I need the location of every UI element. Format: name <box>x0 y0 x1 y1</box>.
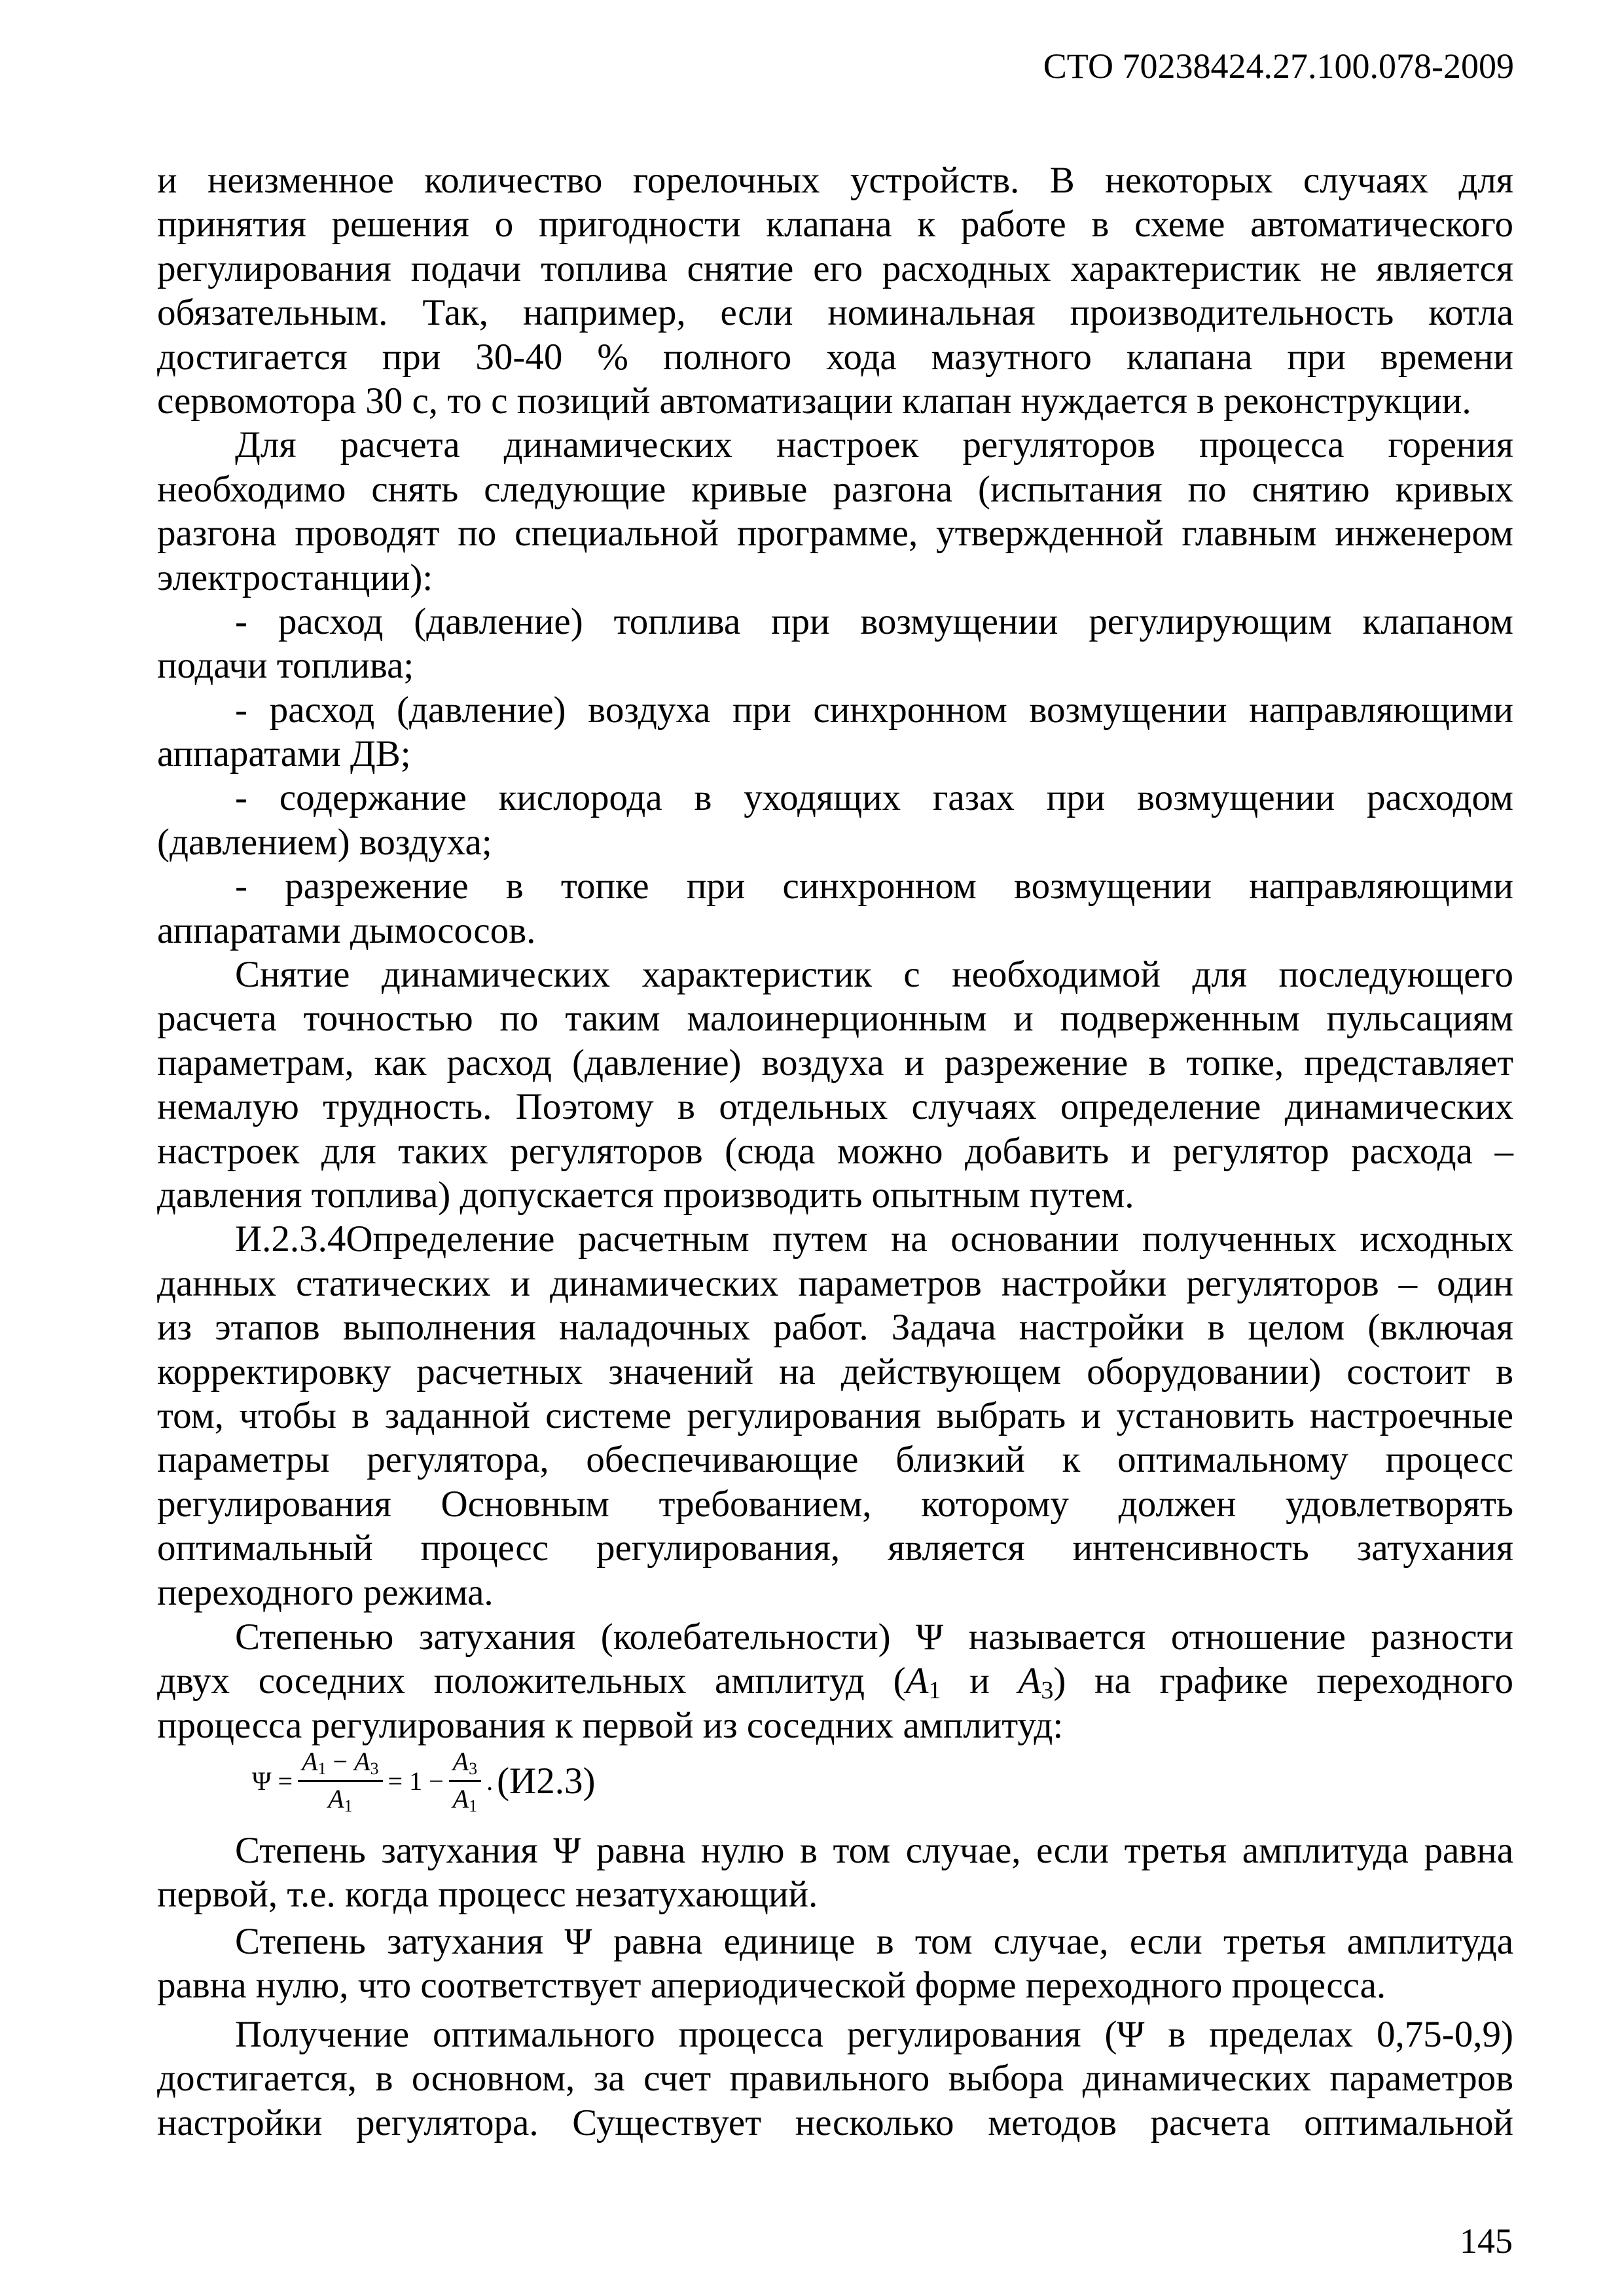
text-segment: двух соседних положительных амплитуд ( <box>157 1660 906 1702</box>
text-line: достигается, в основном, за счет правильного выбора динамических параметров <box>157 2058 1513 2100</box>
text-line: разгона проводят по специальной программе, утвержденной главным инженером <box>157 513 1513 555</box>
text-line: электростанции): <box>157 556 433 598</box>
text-segment: ) на графике переходного <box>1053 1660 1513 1702</box>
text-line: из этапов выполнения наладочных работ. Задача настройки в целом (включая <box>157 1307 1513 1349</box>
math-subscript: 3 <box>1041 1677 1054 1705</box>
text-line: аппаратами ДВ; <box>157 733 411 775</box>
text-block-main <box>157 158 1513 1614</box>
text-line: давления топлива) допускается производить опытным путем. <box>157 1174 1134 1216</box>
formula-lhs: Ψ = <box>252 1766 293 1796</box>
text-line: сервомотора 30 с, то с позиций автоматизации клапан нуждается в реконструкции. <box>157 380 1471 422</box>
paragraph <box>157 1615 1513 1747</box>
text-line: параметрам, как расход (давление) воздуха и разрежение в топке, представляет <box>157 1042 1513 1084</box>
text-line: расчета точностью по таким малоинерционным и подверженным пульсациям <box>157 998 1513 1040</box>
text-line: первой, т.е. когда процесс незатухающий. <box>157 1874 818 1916</box>
text-line: оптимальный процесс регулирования, является интенсивность затухания <box>157 1527 1513 1569</box>
formula-sub: 1 <box>317 1758 327 1778</box>
paragraph <box>157 953 1513 1217</box>
formula-var: A <box>452 1746 469 1776</box>
formula-var: A <box>354 1746 370 1776</box>
math-subscript: 1 <box>928 1677 941 1705</box>
page-number: 145 <box>1460 2221 1513 2261</box>
text-line: настроек для таких регуляторов (сюда можно добавить и регулятор расхода – <box>157 1130 1513 1172</box>
text-line: - содержание кислорода в уходящих газах при возмущении расходом <box>235 777 1513 819</box>
text-line: процесса регулирования к первой из соседних амплитуд: <box>157 1704 1064 1746</box>
text-line: Получение оптимального процесса регулирования (Ψ в пределах 0,75-0,9) <box>235 2014 1513 2055</box>
text-line: аппаратами дымососов. <box>157 909 536 951</box>
formula-sub: 3 <box>469 1758 478 1778</box>
formula-sub: 1 <box>469 1796 478 1815</box>
equation-number: (И2.3) <box>497 1760 596 1802</box>
math-variable: A <box>905 1660 929 1702</box>
formula-var: A <box>452 1783 469 1813</box>
paragraph <box>157 600 1513 688</box>
formula-minus: − <box>326 1746 355 1776</box>
formula-var: A <box>328 1783 344 1813</box>
text-block-unit-damping <box>157 1920 1513 2008</box>
math-variable: A <box>1018 1660 1041 1702</box>
text-line: равна нулю, что соответствует апериодической форме переходного процесса. <box>157 1965 1386 2007</box>
text-line: регулирования подачи топлива снятие его расходных характеристик не является <box>157 247 1513 289</box>
paragraph <box>157 688 1513 776</box>
text-line: Степень затухания Ψ равна единице в том случае, если третья амплитуда <box>235 1921 1513 1962</box>
text-line: переходного режима. <box>157 1571 494 1613</box>
formula-fraction-1 <box>298 1746 382 1816</box>
text-line: - расход (давление) воздуха при синхронном возмущении направляющими <box>235 689 1513 731</box>
paragraph <box>157 1217 1513 1614</box>
text-line: необходимо снять следующие кривые разгона (испытания по снятию кривых <box>157 468 1513 510</box>
text-line: И.2.3.4Определение расчетным путем на основании полученных исходных <box>235 1218 1513 1260</box>
paragraph <box>157 1920 1513 2008</box>
formula-sub: 3 <box>370 1758 379 1778</box>
text-line: параметры регулятора, обеспечивающие близкий к оптимальному процесс <box>157 1439 1513 1481</box>
paragraph <box>157 158 1513 423</box>
text-line: Степень затухания Ψ равна нулю в том случае, если третья амплитуда равна <box>235 1830 1513 1871</box>
formula-fraction-2 <box>449 1746 481 1816</box>
text-line: регулирования Основным требованием, которому должен удовлетворять <box>157 1483 1513 1525</box>
formula-damping-ratio <box>252 1745 595 1817</box>
text-line: и неизменное количество горелочных устройств. В некоторых случаях для <box>157 160 1513 201</box>
text-block-zero-damping <box>157 1829 1513 1917</box>
formula-sub: 1 <box>344 1796 353 1815</box>
text-block-damping-definition <box>157 1615 1513 1747</box>
text-line: корректировку расчетных значений на действующем оборудовании) состоит в <box>157 1351 1513 1393</box>
text-line: Снятие динамических характеристик с необходимой для последующего <box>235 954 1513 996</box>
formula-end: . <box>486 1766 494 1796</box>
paragraph <box>157 776 1513 864</box>
text-line: Степенью затухания (колебательности) Ψ называется отношение разности <box>235 1616 1513 1658</box>
text-line: Для расчета динамических настроек регуляторов процесса горения <box>235 424 1513 466</box>
text-segment: и <box>941 1660 1019 1702</box>
formula-var: A <box>302 1746 318 1776</box>
text-line: принятия решения о пригодности клапана к работе в схеме автоматического <box>157 204 1513 246</box>
text-line: настройки регулятора. Существует несколько методов расчета оптимальной <box>157 2102 1513 2143</box>
text-line: подачи топлива; <box>157 645 414 687</box>
paragraph <box>157 1829 1513 1917</box>
formula-mid: = 1 − <box>388 1766 444 1796</box>
text-line: немалую трудность. Поэтому в отдельных случаях определение динамических <box>157 1086 1513 1128</box>
text-line: обязательным. Так, например, если номинальная производительность котла <box>157 292 1513 334</box>
text-line: данных статических и динамических параметров настройки регуляторов – один <box>157 1262 1513 1304</box>
text-line: - разрежение в топке при синхронном возмущении направляющими <box>235 866 1513 907</box>
text-line: достигается при 30-40 % полного хода мазутного клапана при времени <box>157 336 1513 378</box>
text-line: (давлением) воздуха; <box>157 821 492 863</box>
text-line <box>157 1659 1513 1703</box>
text-line: том, чтобы в заданной системе регулирования выбрать и установить настроечные <box>157 1394 1513 1436</box>
text-line: - расход (давление) топлива при возмущении регулирующим клапаном <box>235 600 1513 642</box>
paragraph <box>157 864 1513 953</box>
paragraph <box>157 423 1513 600</box>
document-code-header: СТО 70238424.27.100.078-2009 <box>1043 46 1514 86</box>
text-block-optimal-process <box>157 2013 1513 2145</box>
paragraph <box>157 2013 1513 2145</box>
